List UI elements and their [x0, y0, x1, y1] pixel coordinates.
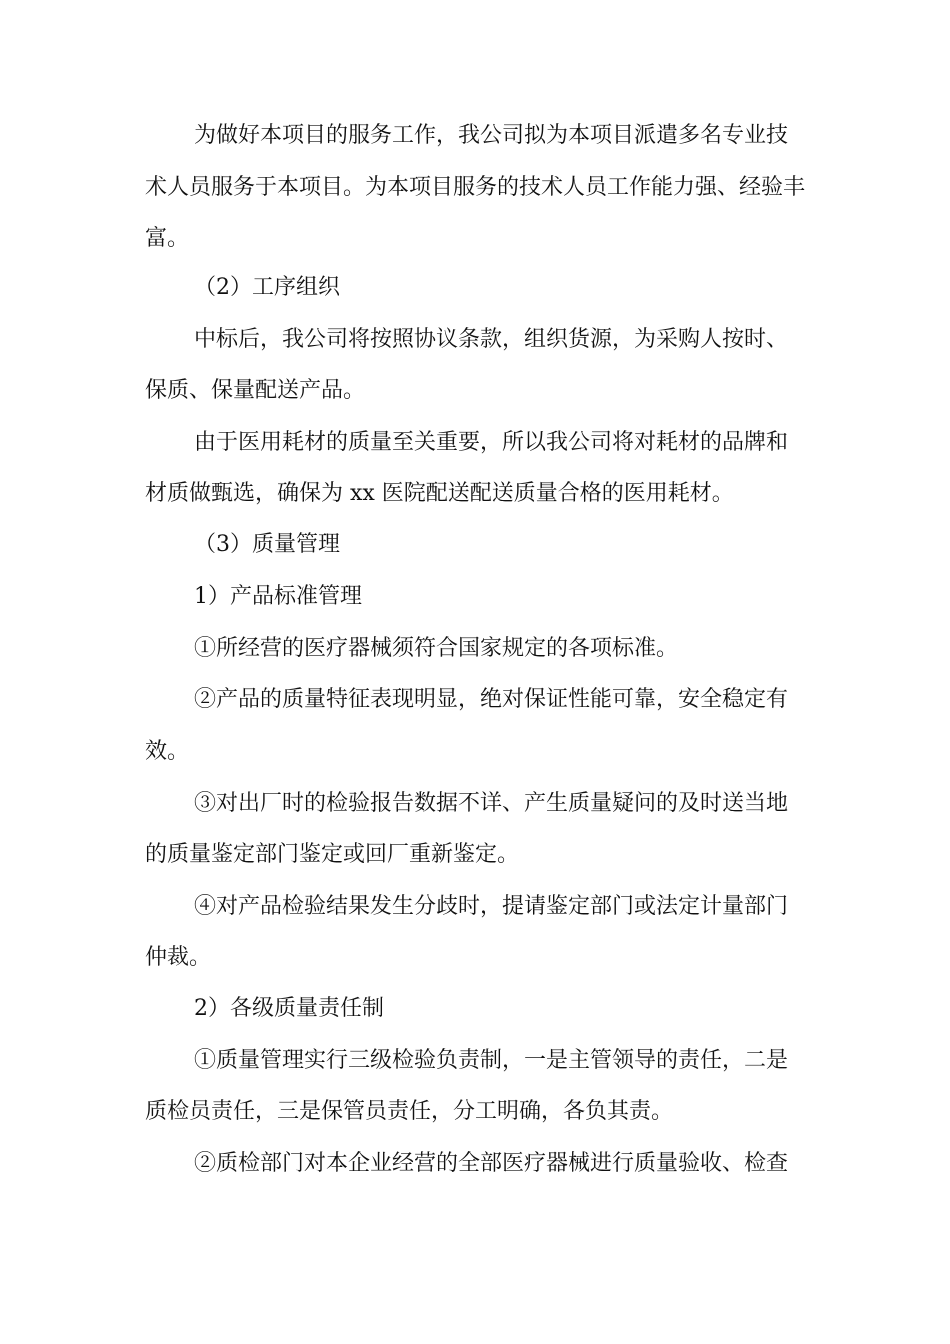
text-line: 术人员服务于本项目。为本项目服务的技术人员工作能力强、经验丰	[145, 175, 806, 200]
text-line: 富。	[145, 226, 190, 251]
text-line: ③对出厂时的检验报告数据不详、产生质量疑问的及时送当地	[194, 791, 789, 816]
section-heading: （3）质量管理	[194, 532, 340, 557]
subsection-heading: 1）产品标准管理	[194, 584, 362, 609]
text-line: ①质量管理实行三级检验负责制，一是主管领导的责任，二是	[194, 1048, 789, 1073]
text-line: ②质检部门对本企业经营的全部医疗器械进行质量验收、检查	[194, 1151, 789, 1176]
text-line: 为做好本项目的服务工作，我公司拟为本项目派遣多名专业技	[194, 123, 789, 148]
text-line: 中标后，我公司将按照协议条款，组织货源，为采购人按时、	[194, 327, 789, 352]
text-line: ①所经营的医疗器械须符合国家规定的各项标准。	[194, 636, 679, 661]
text-line: 保质、保量配送产品。	[145, 378, 366, 403]
section-heading: （2）工序组织	[194, 275, 340, 300]
text-line: 的质量鉴定部门鉴定或回厂重新鉴定。	[145, 842, 520, 867]
text-line: 由于医用耗材的质量至关重要，所以我公司将对耗材的品牌和	[194, 430, 789, 455]
text-line: ④对产品检验结果发生分歧时，提请鉴定部门或法定计量部门	[194, 894, 789, 919]
subsection-heading: 2）各级质量责任制	[194, 996, 384, 1021]
text-line: 质检员责任，三是保管员责任，分工明确，各负其责。	[145, 1099, 674, 1124]
text-line: ②产品的质量特征表现明显，绝对保证性能可靠，安全稳定有	[194, 687, 789, 712]
text-line: 仲裁。	[145, 945, 212, 970]
text-line: 材质做甄选，确保为 xx 医院配送配送质量合格的医用耗材。	[145, 481, 734, 506]
text-line: 效。	[145, 739, 190, 764]
